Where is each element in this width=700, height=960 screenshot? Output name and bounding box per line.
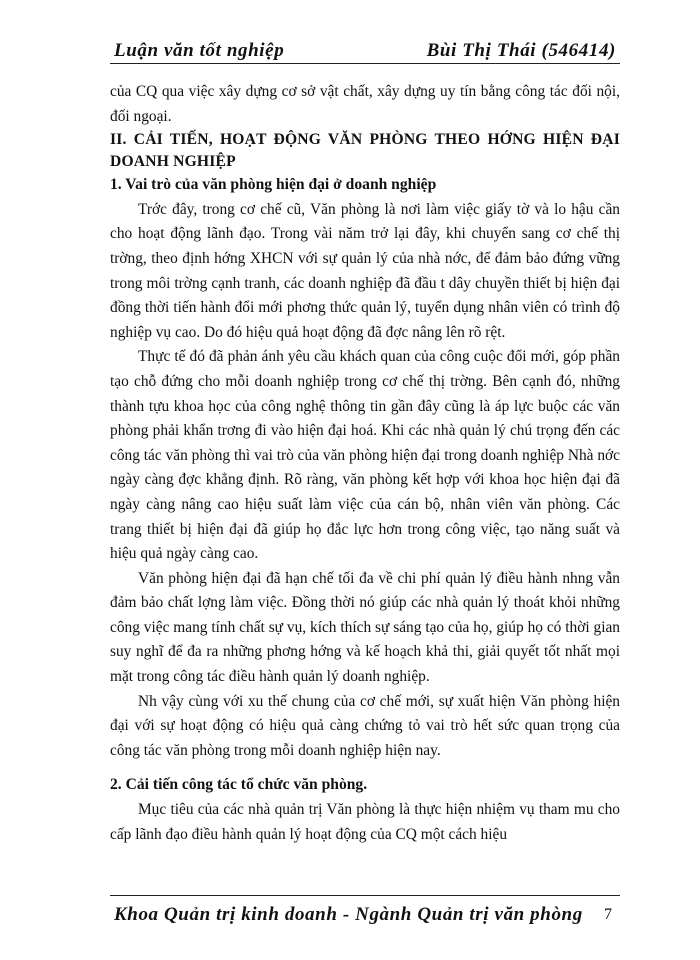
page-header (110, 34, 620, 64)
footer-faculty: Khoa Quản trị kinh doanh - Ngành Quản trị văn phòng (114, 904, 583, 925)
footer-rule (110, 895, 620, 896)
header-rule (110, 63, 620, 64)
paragraph-1: Trớc đây, trong cơ chế cũ, Văn phòng là nơi làm việc giấy tờ và lo hậu cần cho hoạt động lãnh đạo. Trong vài năm trở lại đây, khi chuyển sang cơ chế thị trờng, theo định hớng XHCN với sự quản lý của nhà nớc, để đảm bảo đứng vững trong môi trờng cạnh tranh, các doanh nghiệp đã đầu t dây chuyền thiết bị hiện đại đồng thời tiến hành đổi mới phơng thức quản lý, tuyển dụng nhân viên có trình độ nghiệp vụ cao. Do đó hiệu quả hoạt động đã đợc nâng lên rõ rệt. (110, 200, 620, 341)
paragraph-5: Mục tiêu của các nhà quản trị Văn phòng là thực hiện nhiệm vụ tham mu cho cấp lãnh đạo điều hành quản lý hoạt động của CQ một cách hiệu (110, 801, 620, 843)
paragraph-3: Văn phòng hiện đại đã hạn chế tối đa về chi phí quản lý điều hành nhng vẫn đảm bảo chất lợng làm việc. Đồng thời nó giúp các nhà quản lý thoát khỏi những công việc mang tính chất sự vụ, kích thích sự sáng tạo của họ, giúp họ có thời gian suy nghĩ để đa ra những phơng hớng và kế hoạch khả thi, giải quyết tốt nhất mọi mặt trong công tác điều hành quản lý doanh nghiệp. (110, 569, 620, 686)
header-thesis-label: Luận văn tốt nghiệp (114, 40, 285, 61)
subsection-heading-1: 1. Vai trò của văn phòng hiện đại ở doanh nghiệp (110, 176, 437, 194)
page-footer (110, 904, 620, 932)
paragraph-4: Nh vậy cùng với xu thế chung của cơ chế mới, sự xuất hiện Văn phòng hiện đại với sự hoạt động có hiệu quả càng chứng tỏ vai trò hết sức quan trọng của công tác văn phòng trong mỗi doanh nghiệp hiện nay. (110, 692, 620, 759)
paragraph-continuation: của CQ qua việc xây dựng cơ sở vật chất, xây dựng uy tín bằng công tác đối nội, đối ngoại. (110, 83, 620, 125)
page-body (110, 80, 620, 847)
header-author: Bùi Thị Thái (546414) (426, 40, 616, 61)
page-number: 7 (604, 906, 612, 923)
section-heading: II. CẢI TIẾN, HOẠT ĐỘNG VĂN PHÒNG THEO HỚNG HIỆN ĐẠI DOANH NGHIỆP (110, 131, 620, 171)
subsection-heading-2: 2. Cải tiến công tác tổ chức văn phòng. (110, 776, 368, 794)
paragraph-2: Thực tế đó đã phản ánh yêu cầu khách quan của công cuộc đổi mới, góp phần tạo chỗ đứng cho mỗi doanh nghiệp trong cơ chế thị trờng. Bên cạnh đó, những thành tựu khoa học của công nghệ thông tin gần đây cũng là áp lực buộc các văn phòng phải khẩn trơng đi vào hiện đại hoá. Khi các nhà quản lý chú trọng đến các công tác văn phòng thì vai trò của văn phòng hiện đại trong doanh nghiệp Nhà nớc ngày càng đợc khẳng định. Rõ ràng, văn phòng kết hợp với khoa học hiện đại đã ngày càng nâng cao hiệu suất làm việc của cán bộ, nhân viên văn phòng. Các trang thiết bị hiện đại đã giúp họ đắc lực hơn trong công việc, tạo năng suất và hiệu quả ngày càng cao. (110, 348, 620, 563)
